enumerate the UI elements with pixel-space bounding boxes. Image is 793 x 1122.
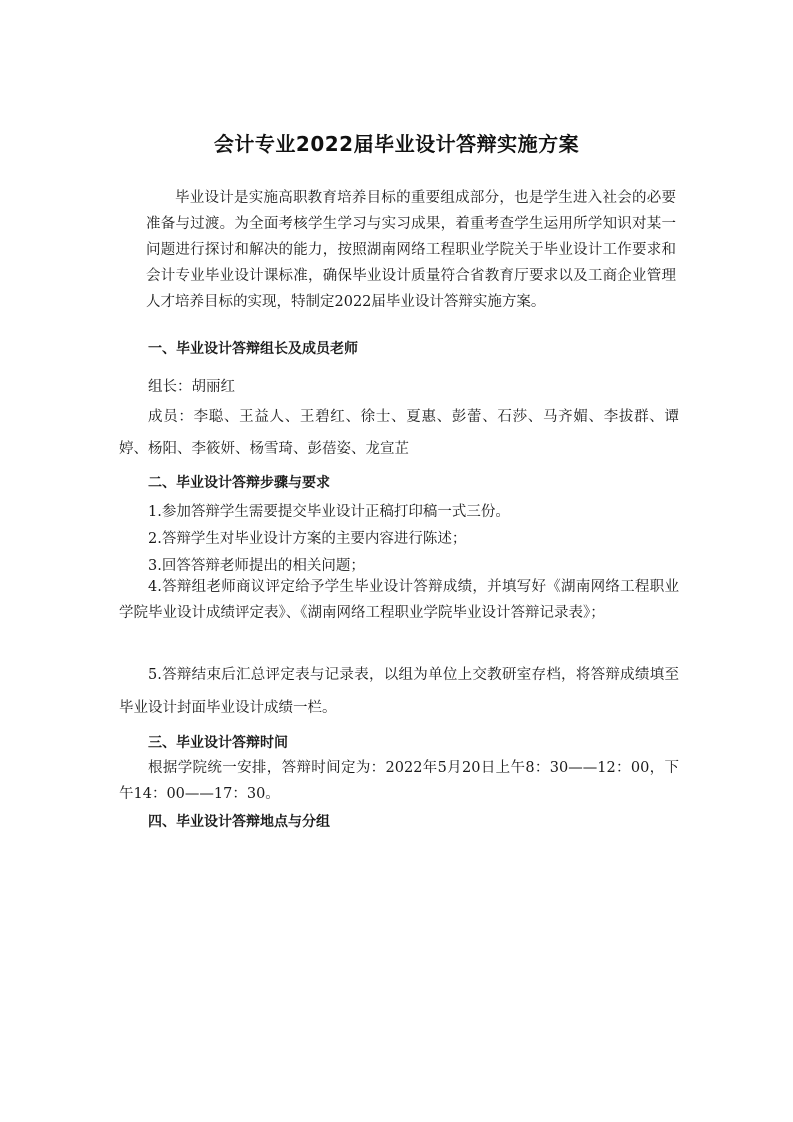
step-4: 4.答辩组老师商议评定给予学生毕业设计答辩成绩，并填写好《湖南网络工程职业学院毕业设计成绩评定表》、《湖南网络工程职业学院毕业设计答辩记录表》； <box>119 579 679 621</box>
step-5: 5.答辩结束后汇总评定表与记录表，以组为单位上交教研室存档，将答辩成绩填至毕业设计封面毕业设计成绩一栏。 <box>119 667 679 716</box>
section4-heading: 四、毕业设计答辩地点与分组 <box>148 814 330 830</box>
group-members: 成员：李聪、王益人、王碧红、徐士、夏惠、彭蕾、石莎、马齐媚、李拔群、谭婷、杨阳、李筱妍、杨雪琦、彭蓓姿、龙宣芷 <box>119 409 679 457</box>
document-title: 会计专业2022届毕业设计答辩实施方案 <box>213 132 580 156</box>
defense-time: 根据学院统一安排，答辩时间定为：2022年5月20日上午8：30——12：00，下午14：00——17：30。 <box>119 760 679 802</box>
section3-heading: 三、毕业设计答辩时间 <box>148 735 288 751</box>
section1-heading: 一、毕业设计答辩组长及成员老师 <box>148 341 358 357</box>
step-2: 2.答辩学生对毕业设计方案的主要内容进行陈述； <box>148 531 467 547</box>
step-3: 3.回答答辩老师提出的相关问题； <box>148 558 365 574</box>
section2-heading: 二、毕业设计答辩步骤与要求 <box>148 475 330 491</box>
step-1: 1.参加答辩学生需要提交毕业设计正稿打印稿一式三份。 <box>148 504 510 520</box>
group-leader: 组长：胡丽红 <box>148 379 235 395</box>
intro-paragraph: 毕业设计是实施高职教育培养目标的重要组成部分，也是学生进入社会的必要准备与过渡。为全面考核学生学习与实习成果，着重考查学生运用所学知识对某一问题进行探讨和解决的能力，按照湖南网络工程职业学院关于毕业设计工作要求和会计专业毕业设计课标准，确保毕业设计质量符合省教育厅要求以及工商企业管理人才培养目标的实现，特制定2022届毕业设计答辩实施方案。 <box>146 190 676 310</box>
